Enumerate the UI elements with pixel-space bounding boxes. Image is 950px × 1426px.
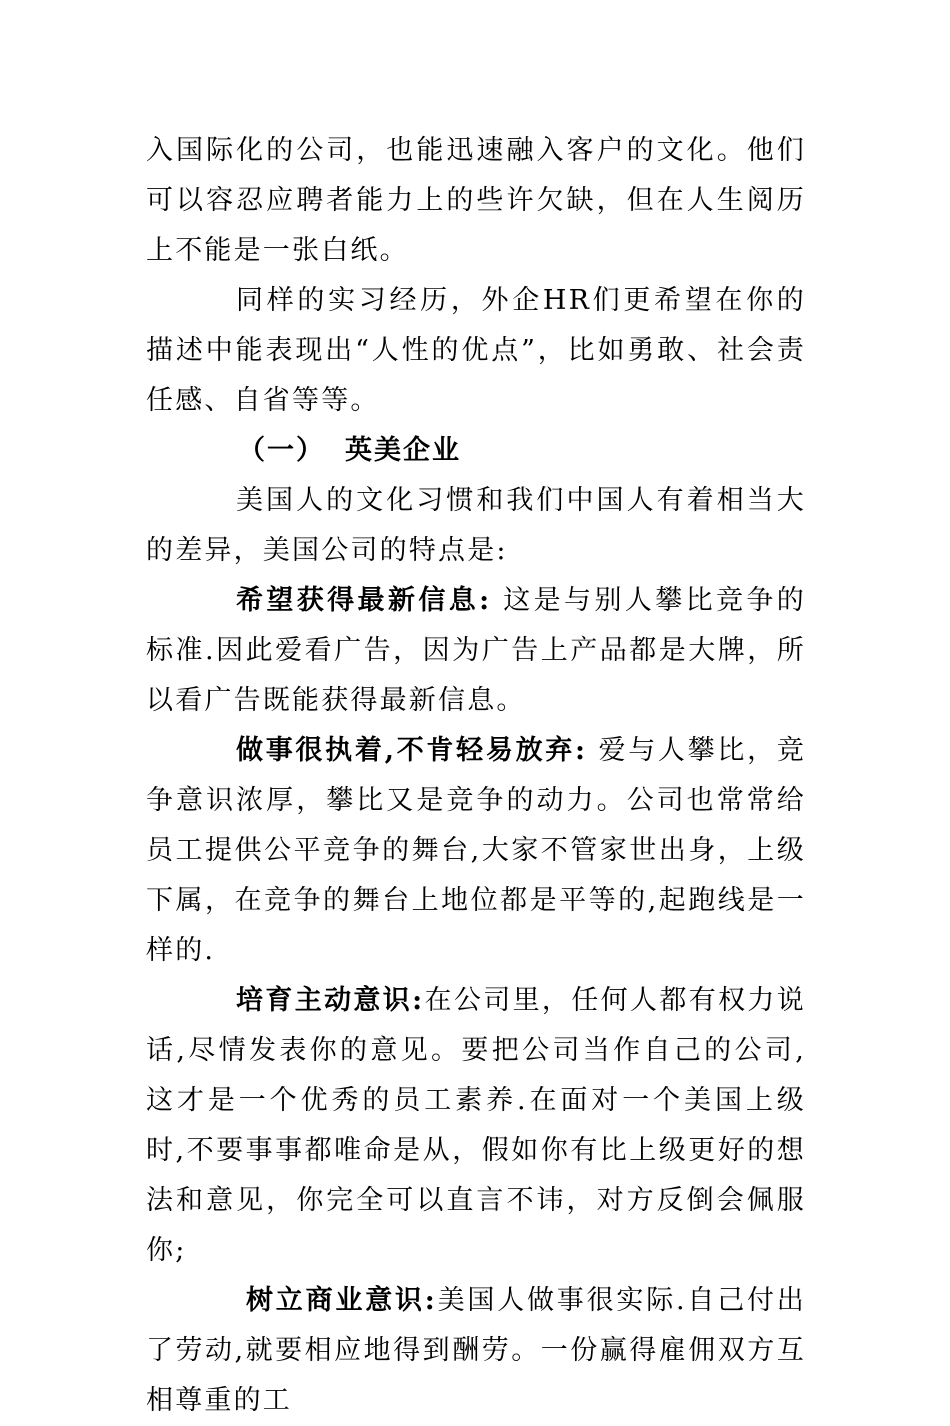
point-title-latest-info: 希望获得最新信息: bbox=[236, 585, 492, 616]
paragraph-us-culture: 美国人的文化习惯和我们中国人有着相当大的差异，美国公司的特点是: bbox=[146, 485, 806, 566]
paragraph-business-sense bbox=[146, 1276, 806, 1426]
paragraph-internship-experience: 同样的实习经历，外企HR们更希望在你的描述中能表现出“人性的优点”，比如勇敢、社会责任感、自省等等。 bbox=[146, 285, 806, 416]
point-title-initiative: 培育主动意识: bbox=[236, 985, 425, 1016]
point-title-business-sense: 树立商业意识: bbox=[246, 1285, 437, 1316]
section-heading bbox=[146, 426, 806, 476]
point-body-latest-info: 这是与别人攀比竞争的标准.因此爱看广告，因为广告上产品都是大牌，所以看广告既能获得最新信息。 bbox=[146, 585, 806, 716]
section-heading-number: （一） bbox=[238, 435, 325, 466]
document-body bbox=[146, 126, 806, 1426]
paragraph-persistence bbox=[146, 726, 806, 976]
paragraph-latest-info bbox=[146, 576, 806, 726]
point-title-persistence: 做事很执着,不肯轻易放弃: bbox=[236, 735, 588, 766]
point-body-persistence: 爱与人攀比，竞争意识浓厚，攀比又是竞争的动力。公司也常常给员工提供公平竞争的舞台,大家不管家世出身，上级下属，在竞争的舞台上地位都是平等的,起跑线是一样的. bbox=[146, 735, 806, 966]
paragraph-intro-continuation: 入国际化的公司，也能迅速融入客户的文化。他们可以容忍应聘者能力上的些许欠缺，但在人生阅历上不能是一张白纸。 bbox=[146, 135, 806, 266]
section-heading-title: 英美企业 bbox=[345, 435, 461, 466]
point-body-initiative: 在公司里，任何人都有权力说话,尽情发表你的意见。要把公司当作自己的公司,这才是一个优秀的员工素养.在面对一个美国上级时,不要事事都唯命是从，假如你有比上级更好的想法和意见，你完全可以直言不讳，对方反倒会佩服你; bbox=[146, 985, 806, 1266]
paragraph-initiative bbox=[146, 976, 806, 1276]
point-body-business-sense: 美国人做事很实际.自己付出了劳动,就要相应地得到酬劳。一份赢得雇佣双方互相尊重的工 bbox=[146, 1285, 806, 1416]
